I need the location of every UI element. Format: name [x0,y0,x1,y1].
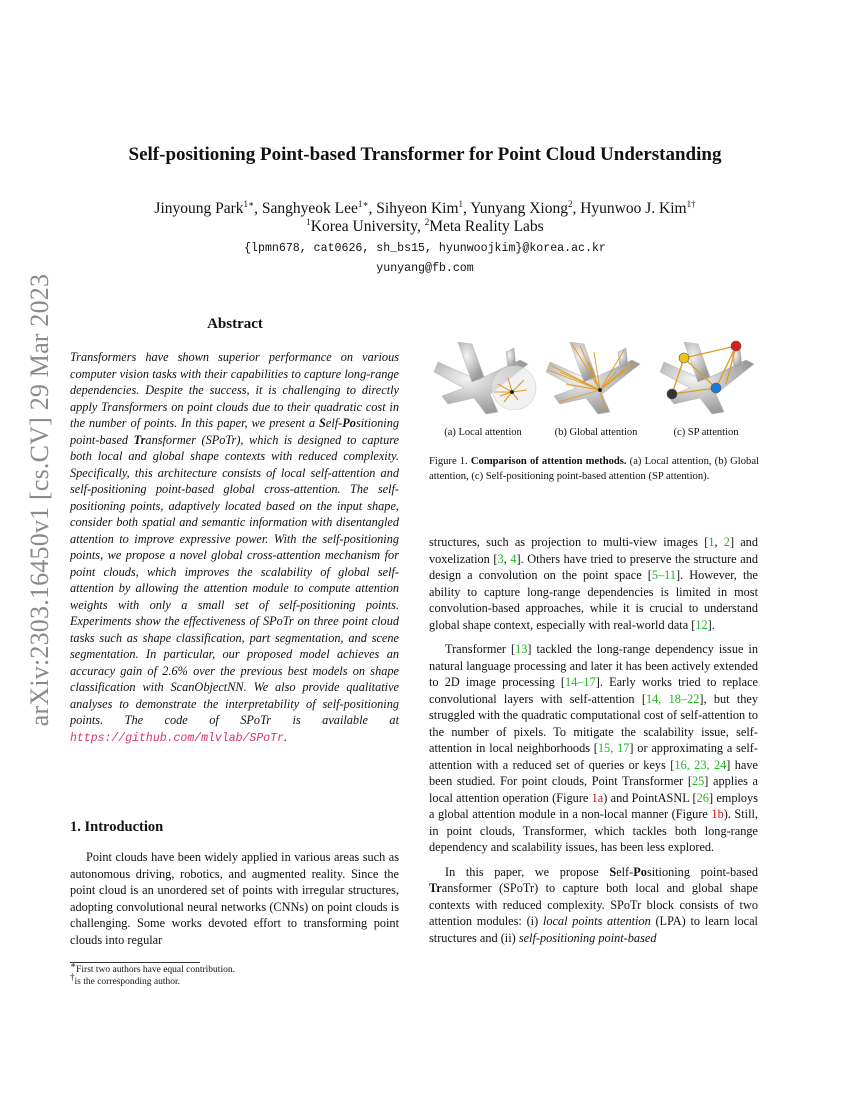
abstract-bold-letter: Tr [133,432,146,447]
figure-subcaption-c: (c) SP attention [673,427,739,438]
citation-link[interactable]: 2 [723,535,730,549]
author-mark: 1∗ [357,198,369,209]
citation-link[interactable]: 1 [708,535,715,549]
figure-caption-text: (a) Local attention, (b) Global attention, (c) Self-positioning point-based attention (SP attention). [429,456,759,482]
paragraph: In this paper, we propose Self-Positioning point-based Transformer (SPoTr) to capture both local and global shape contexts with reduced complexity. SPoTr block consists of two attention modules: (i) local points attention (LPA) to learn local structures and (ii) self-positioning point-based [429,864,758,945]
figure-ref-link[interactable]: 1a [591,790,604,805]
abstract-heading: Abstract [207,316,263,332]
author-name: Sihyeon Kim [376,200,459,217]
right-column-body [429,534,758,954]
author-mark: 1† [686,198,696,209]
introduction-body: Point clouds have been widely applied in various areas such as autonomous driving, robotics, and augmented reality. Since the point cloud is an unordered set of points with irregular structures, adopting convolutional neural networks (CNNs) on point clouds is challenging. Some works devoted effort to transforming point clouds into regular [70,850,399,947]
footnote-2 [70,972,400,988]
abstract-text: . [283,729,288,744]
paragraph: Transformer [13] tackled the long-range dependency issue in natural language processing and later it has been actively extended to 2D image processing [14–17]. Early works tried to replace convolutional layers with self-attention [14, 18–22], but they struggled with the quadratic computational cost of self-attention to the number of pixels. To mitigate the scalability issue, self-attention in local neighborhoods [15, 17] or approximating a self-attention with a reduced set of queries or keys [16, 23, 24] have been studied. For point clouds, Point Transformer [25] applies a local attention operation (Figure 1a) and PointASNL [26] employs a global attention module in a non-local manner (Figure 1b). Still, in point clouds, Transformer, which tackles both long-range dependency and scalability issues, has been less explored. [429,642,759,854]
abstract-bold-letter: Po [342,416,356,430]
abstract-text: ansformer (SPoTr), which is designed to capture both local and global shape contexts with reduced complexity. Specifically, this architecture consists of local self-attention and self-positioning point-based global cross-attention. The self-positioning points, adaptively located based on the input shape, consider both spatial and semantic information with disentangled attention to improve expressive power. With the self-positioning points, we propose a novel global cross-attention mechanism for point clouds, which improves the scalability of global self-attention by allowing the attention module to compute attention weights with only a small set of self-positioning points. Experiments show the effectiveness of SPoTr on three point cloud tasks such as shape classification, part segmentation, and scene segmentation. In particular, our proposed model achieves an accuracy gain of 2.6% over the previous best models on shape classification with ScanObjectNN. We also provide qualitative analyses to demonstrate the interpretability of self-positioning points. The code of SPoTr is available at [70,432,399,727]
author-name: Sanghyeok Lee [261,200,358,217]
arxiv-side-label [20,273,60,727]
author-name: Hyunwoo J. Kim [580,200,687,217]
figure-subcaption-a: (a) Local attention [444,427,522,438]
author-list: Jinyoung Park$^{1∗}$, Sanghyeok Lee$^{1∗}$, Sihyeon Kim$^1$, Yunyang Xiong$^2$, Hyunwoo J. Kim$^{1\dagger}$ [154,198,696,217]
paragraph: structures, such as projection to multi-view images [1, 2] and voxelization [3, 4]. Others have tried to preserve the structure and design a convolution on the point space [5–11]. However, the ability to capture long-range dependencies is limited in most convolution-based approaches, while it is crucial to understand global shape context, especially with real-world data [12]. [429,535,759,632]
affiliation-mark: 1 [306,216,311,227]
footnote-rule [70,962,200,963]
citation-link[interactable]: 14–17 [564,675,596,689]
citation-link[interactable]: 4 [510,551,517,566]
footnote-text: is the corresponding author. [74,977,181,988]
author-name: Yunyang Xiong [470,200,568,217]
citation-link[interactable]: 16, 23, 24 [674,757,727,772]
citation-link[interactable]: 25 [691,774,705,788]
figure-1-illustration [428,322,760,422]
paper-title: Self-positioning Point-based Transformer for Point Cloud Understanding [128,144,722,165]
abstract-bold-letter: S [319,416,326,430]
arxiv-id-text: arXiv:2303.16450v1 [cs.CV] 29 Mar 2023 [25,273,54,727]
figure-caption-title: Comparison of attention methods. [470,456,627,467]
email-line-2: yunyang@fb.com [376,262,474,275]
affiliation-2: Meta Reality Labs [429,218,544,235]
citation-link[interactable]: 3 [497,551,504,566]
author-mark: 1∗ [243,198,255,209]
citation-link[interactable]: 26 [696,790,709,805]
footnote-mark: † [70,972,75,982]
introduction-heading: 1. Introduction [70,819,164,835]
abstract-text: elf- [325,416,343,430]
figure-subcaption-b: (b) Global attention [554,427,638,438]
author-name: Jinyoung Park [154,200,244,217]
panel-sp-attention [660,341,754,414]
citation-link[interactable]: 5–11 [651,568,676,582]
code-link[interactable]: https://github.com/mlvlab/SPoTr [70,731,284,745]
panel-global-attention [546,342,640,414]
figure-label: Figure 1. [429,456,468,467]
figure-1-caption [429,454,759,484]
abstract-body [70,349,399,747]
abstract-text: Transformers have shown superior performance on various computer vision tasks with their capabilities to capture long-range dependencies. Despite the success, it is challenging to directly apply Transformers on point clouds due to their quadratic cost in the number of points. In this paper, we present a [70,350,399,430]
footnote-mark: ∗ [70,960,77,970]
footnote-1 [70,960,400,976]
citation-link[interactable]: 13 [515,642,528,656]
author-mark: 1 [458,198,464,209]
affiliation-1: Korea University, [310,218,425,235]
citation-link[interactable]: 15, 17 [597,741,630,755]
affiliation-mark: 2 [424,216,430,227]
citation-link[interactable]: 12 [695,617,708,632]
abstract-text: sitioning point-based [70,416,399,447]
author-mark: 2 [567,198,573,209]
footnote-text: First two authors have equal contribution. [76,965,235,976]
email-line-1: {lpmn678, cat0626, sh_bs15, hyunwoojkim}@korea.ac.kr [244,242,606,255]
affiliations [60,218,790,236]
citation-link[interactable]: 14, 18–22 [645,691,700,706]
figure-ref-link[interactable]: 1b [711,807,724,821]
panel-local-attention [434,342,536,414]
